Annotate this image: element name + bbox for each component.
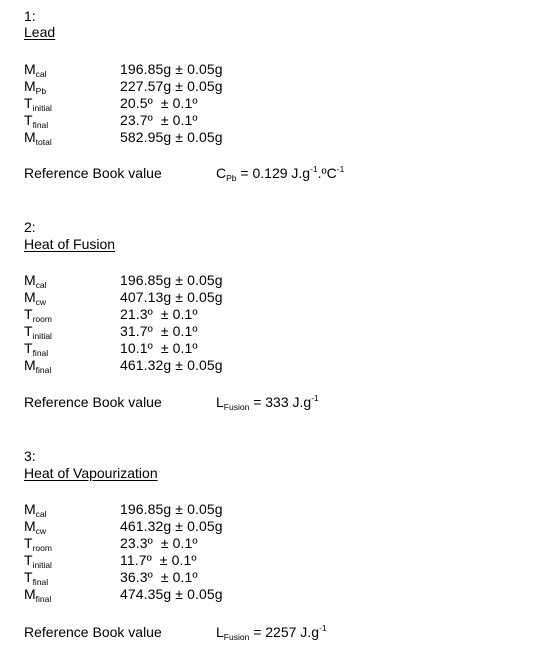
measurement-value: 196.85g ± 0.05g: [120, 501, 223, 517]
quantity-subscript: final: [32, 120, 49, 130]
reference-superscript: -1: [336, 164, 345, 174]
quantity-subscript: initial: [32, 331, 52, 341]
measurement-value: 23.3º ± 0.1º: [120, 535, 198, 551]
measurement-row: [24, 112, 49, 130]
measurement-row: [24, 552, 52, 570]
quantity-symbol: M: [24, 129, 36, 145]
reference-symbol: C: [216, 165, 227, 181]
measurement-value: 23.7º ± 0.1º: [120, 112, 198, 128]
measurement-value: 461.32g ± 0.05g: [120, 357, 223, 373]
reference-superscript: -1: [318, 623, 327, 633]
reference-subscript: Fusion: [223, 632, 250, 642]
quantity-subscript: total: [35, 137, 52, 147]
quantity-symbol: M: [24, 289, 36, 305]
reference-symbol: L: [216, 624, 224, 640]
measurement-value: 20.5º ± 0.1º: [120, 95, 198, 111]
section-title: Heat of Fusion: [24, 236, 116, 252]
quantity-subscript: cal: [35, 69, 47, 79]
quantity-subscript: cw: [35, 297, 47, 307]
reference-equation: = 333 J.g: [249, 394, 312, 410]
section-number: 2:: [24, 219, 36, 235]
measurement-row: [24, 78, 47, 96]
quantity-symbol: M: [24, 61, 36, 77]
reference-value: [216, 164, 345, 183]
quantity-symbol: M: [24, 518, 36, 534]
quantity-subscript: initial: [32, 560, 52, 570]
quantity-symbol: T: [24, 535, 33, 551]
reference-subscript: Pb: [226, 173, 237, 183]
measurement-row: [24, 323, 52, 341]
measurement-value: 196.85g ± 0.05g: [120, 272, 223, 288]
measurement-value: 407.13g ± 0.05g: [120, 289, 223, 305]
measurement-row: [24, 586, 52, 604]
reference-value: [216, 623, 327, 642]
quantity-symbol: T: [24, 95, 33, 111]
reference-subscript: Fusion: [223, 402, 250, 412]
quantity-symbol: M: [24, 357, 36, 373]
reference-value: [216, 393, 319, 412]
quantity-symbol: M: [24, 586, 36, 602]
quantity-symbol: M: [24, 501, 36, 517]
reference-superscript: -1: [310, 164, 318, 174]
measurement-row: [24, 357, 52, 375]
section-title: Heat of Vapourization: [24, 465, 158, 481]
measurement-row: [24, 306, 52, 324]
measurement-value: 227.57g ± 0.05g: [120, 78, 223, 94]
measurement-row: [24, 289, 47, 307]
quantity-symbol: T: [24, 340, 33, 356]
measurement-value: 36.3º ± 0.1º: [120, 569, 198, 585]
quantity-symbol: T: [24, 323, 33, 339]
section-number: 1:: [24, 8, 36, 24]
quantity-subscript: final: [32, 348, 49, 358]
reference-symbol: L: [216, 394, 224, 410]
quantity-subscript: initial: [32, 103, 52, 113]
quantity-subscript: room: [32, 543, 52, 553]
measurement-row: [24, 340, 49, 358]
quantity-subscript: cal: [35, 509, 47, 519]
section-number: 3:: [24, 448, 36, 464]
measurement-value: 582.95g ± 0.05g: [120, 129, 223, 145]
quantity-subscript: final: [32, 577, 49, 587]
quantity-symbol: T: [24, 112, 33, 128]
quantity-subscript: room: [32, 314, 52, 324]
measurement-value: 31.7º ± 0.1º: [120, 323, 198, 339]
quantity-subscript: final: [35, 365, 52, 375]
reference-label: Reference Book value: [24, 394, 162, 410]
measurement-value: 196.85g ± 0.05g: [120, 61, 223, 77]
quantity-subscript: cw: [35, 526, 47, 536]
reference-equation: = 0.129 J.g: [236, 165, 311, 181]
quantity-symbol: T: [24, 306, 33, 322]
measurement-row: [24, 272, 47, 290]
measurement-row: [24, 95, 52, 113]
measurement-row: [24, 518, 47, 536]
measurement-value: 474.35g ± 0.05g: [120, 586, 223, 602]
quantity-subscript: Pb: [35, 86, 47, 96]
reference-label: Reference Book value: [24, 165, 162, 181]
measurement-row: [24, 129, 52, 147]
measurement-value: 461.32g ± 0.05g: [120, 518, 223, 534]
reference-equation: = 2257 J.g: [249, 624, 319, 640]
quantity-symbol: T: [24, 552, 33, 568]
quantity-symbol: T: [24, 569, 33, 585]
quantity-subscript: cal: [35, 280, 47, 290]
quantity-subscript: final: [35, 594, 52, 604]
quantity-symbol: M: [24, 272, 36, 288]
measurement-value: 11.7º ± 0.1º: [120, 552, 197, 568]
measurement-row: [24, 535, 52, 553]
quantity-symbol: M: [24, 78, 36, 94]
measurement-value: 21.3º ± 0.1º: [120, 306, 198, 322]
measurement-row: [24, 61, 47, 79]
section-title: Lead: [24, 24, 56, 40]
measurement-row: [24, 569, 49, 587]
measurement-row: [24, 501, 47, 519]
measurement-value: 10.1º ± 0.1º: [120, 340, 198, 356]
reference-label: Reference Book value: [24, 624, 162, 640]
reference-superscript: -1: [311, 393, 319, 403]
reference-equation-unit: .ºC: [317, 165, 337, 181]
